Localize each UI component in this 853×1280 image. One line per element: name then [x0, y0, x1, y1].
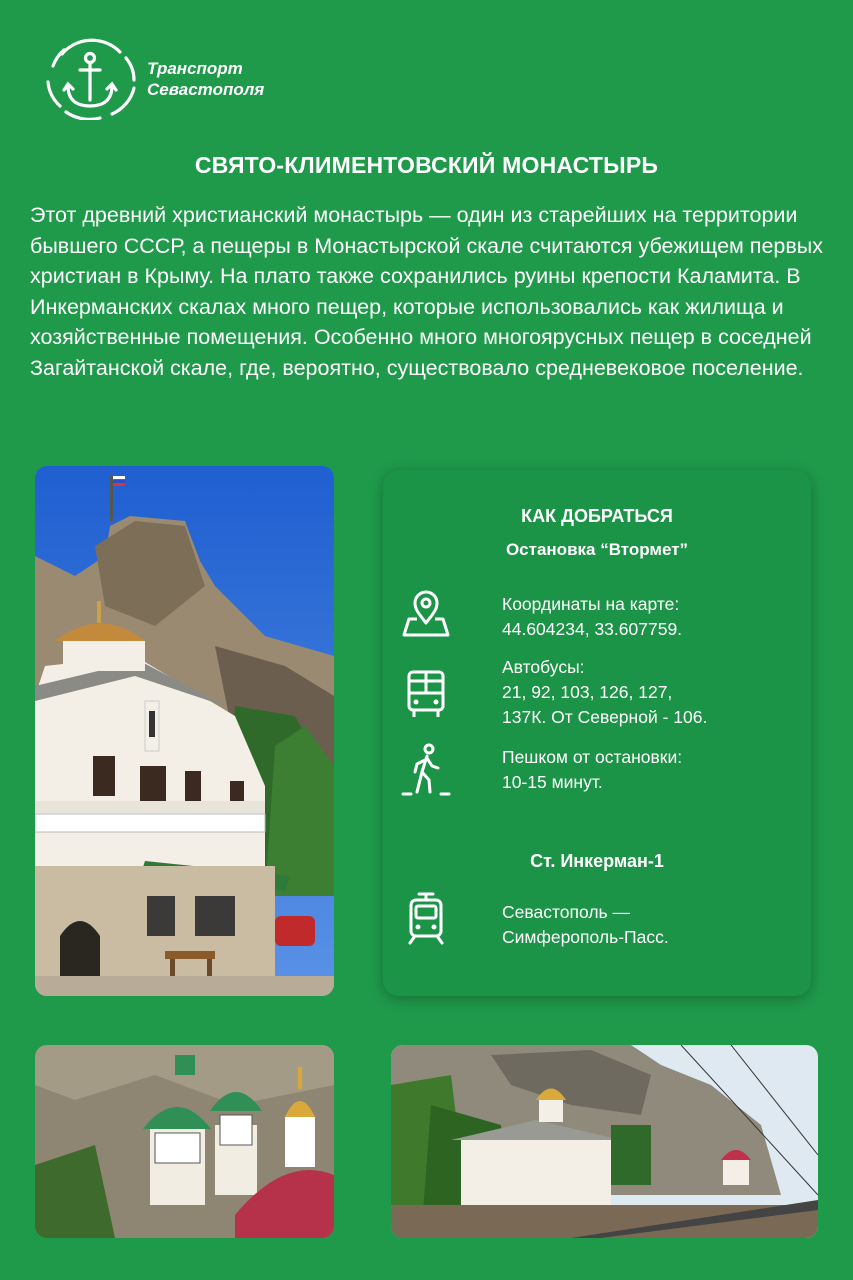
- church-domes-photo: [35, 1045, 334, 1238]
- brand-line-1: Транспорт: [147, 59, 243, 78]
- coordinates-value: 44.604234, 33.607759.: [502, 619, 683, 639]
- walking-label: Пешком от остановки:: [502, 747, 683, 767]
- train-route-line-1: Севастополь —: [502, 902, 631, 922]
- intro-paragraph: Этот древний христианский монастырь — один из старейших на территории бывшего СССР, а пещеры в Монастырской скале считаются убежищем первых христиан в Крыму. На плато также сохранились руины крепости Каламита. В Инкерманских скалах много пещер, которые использовались как жилища и хозяйственные помещения. Особенно много многоярусных пещер в соседней Загайтанской скале, где, вероятно, существовало средневековое поселение.: [30, 203, 823, 380]
- page-title: СВЯТО-КЛИМЕНТОВСКИЙ МОНАСТЫРЬ: [194, 152, 659, 178]
- walking-time: 10-15 минут.: [502, 772, 603, 792]
- train-route-text: [502, 900, 669, 950]
- bus-label: Автобусы:: [502, 657, 585, 677]
- monastery-panorama-photo: [391, 1045, 818, 1238]
- walking-text: [502, 745, 682, 795]
- brand-line-2: Севастополя: [147, 80, 265, 99]
- bus-routes-text: [502, 655, 707, 730]
- bus-routes-line-1: 21, 92, 103, 126, 127,: [502, 682, 673, 702]
- directions-heading: КАК ДОБРАТЬСЯ: [521, 506, 673, 526]
- train-route-line-2: Симферополь-Пасс.: [502, 927, 669, 947]
- coordinates-text: [502, 592, 682, 642]
- walking-person-icon: [399, 742, 453, 796]
- train-icon: [399, 891, 453, 945]
- bus-icon: [399, 667, 453, 721]
- brand-name: [147, 58, 264, 100]
- bus-routes-line-2: 137К. От Северной - 106.: [502, 707, 708, 727]
- train-station-name: Ст. Инкерман-1: [530, 851, 664, 871]
- anchor-logo-icon: [42, 36, 138, 120]
- monastery-photo: [35, 466, 334, 996]
- location-pin-icon: [399, 587, 453, 641]
- bus-stop-name: Остановка “Втормет”: [505, 540, 689, 559]
- coordinates-label: Координаты на карте:: [502, 594, 680, 614]
- directions-card: [383, 470, 811, 996]
